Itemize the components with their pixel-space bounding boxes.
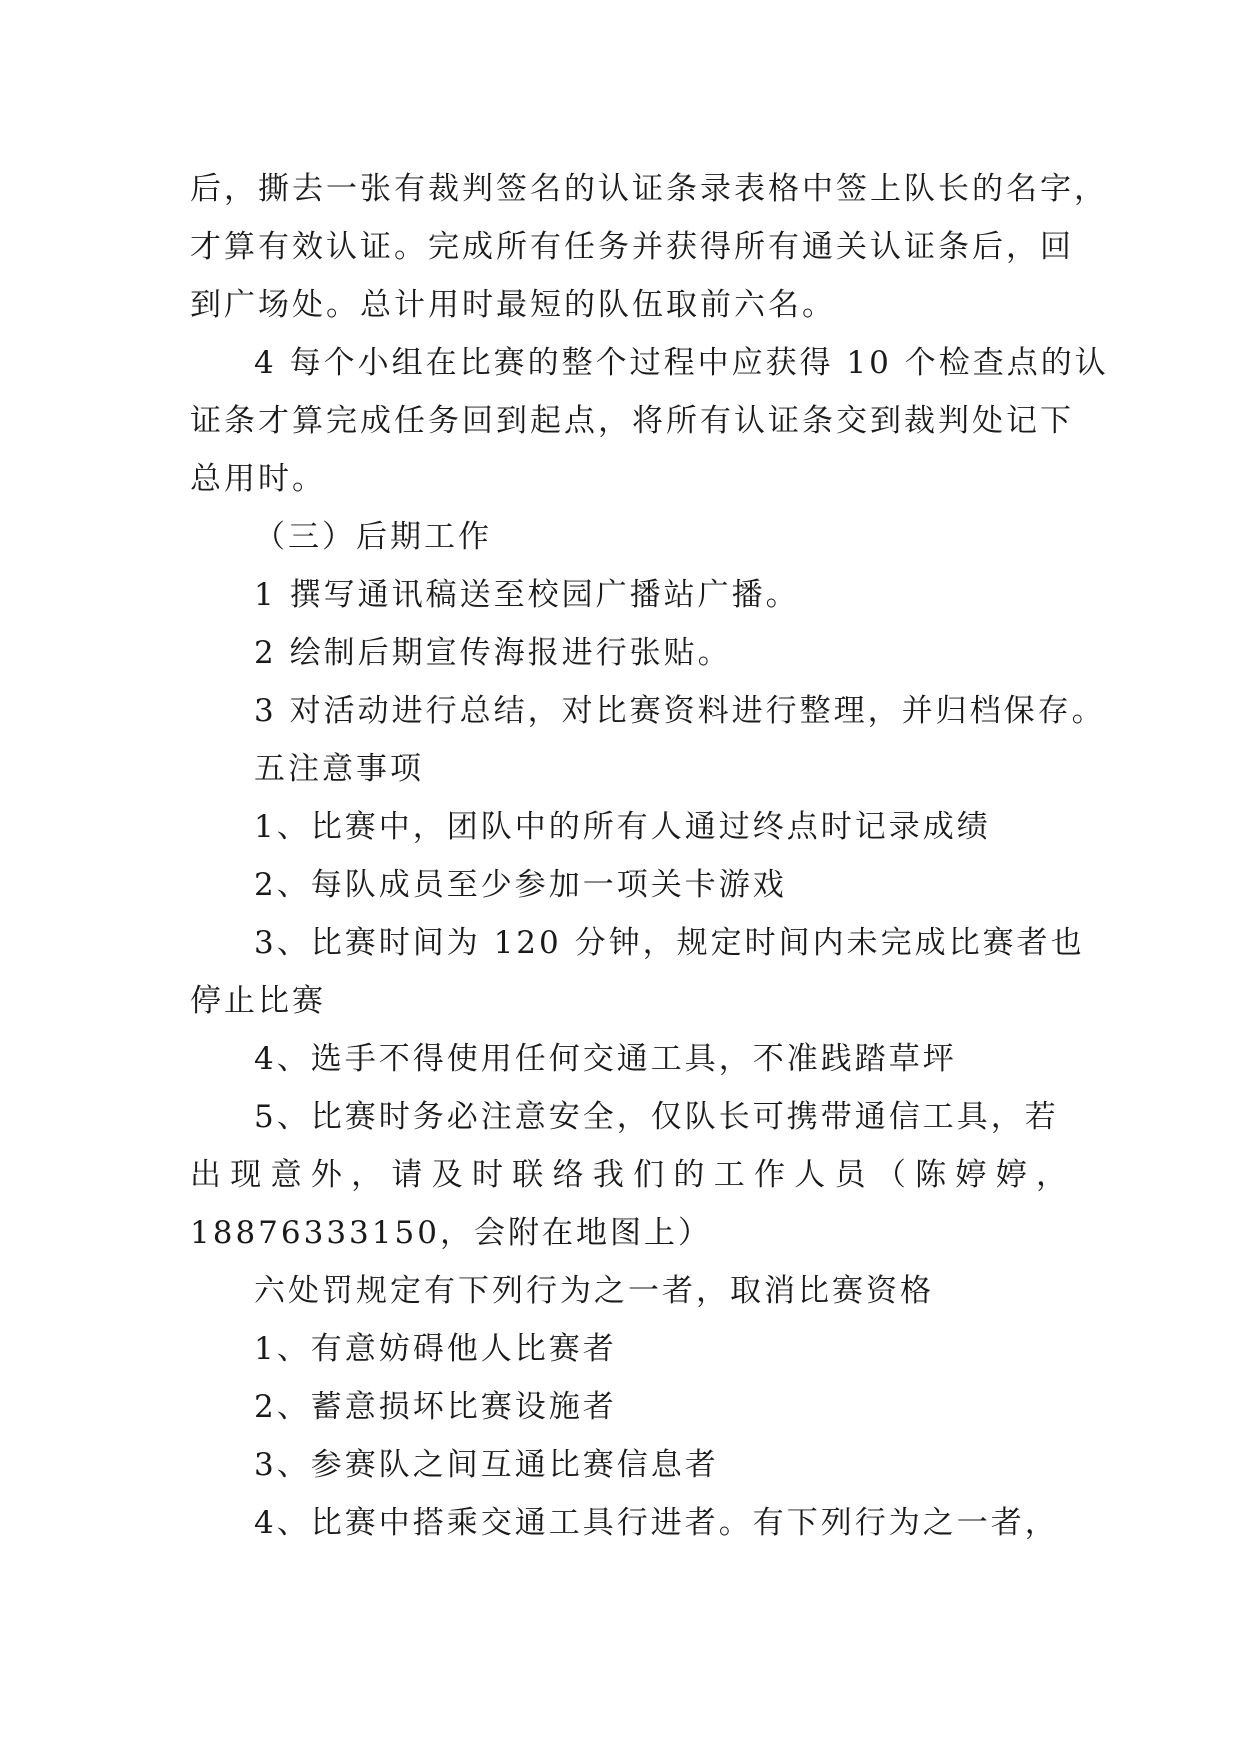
list-item: 4、选手不得使用任何交通工具，不准践踏草坪 bbox=[254, 1041, 957, 1077]
section-heading: 六处罚规定有下列行为之一者，取消比赛资格 bbox=[254, 1273, 934, 1309]
list-item: 3、比赛时间为 120 分钟，规定时间内未完成比赛者也 bbox=[254, 925, 1085, 961]
section-heading: （三）后期工作 bbox=[254, 519, 492, 555]
list-item: 1、比赛中，团队中的所有人通过终点时记录成绩 bbox=[254, 809, 991, 845]
section-heading: 五注意事项 bbox=[254, 751, 424, 787]
list-item: 2、每队成员至少参加一项关卡游戏 bbox=[254, 867, 787, 903]
list-item: 3、参赛队之间互通比赛信息者 bbox=[254, 1447, 719, 1483]
paragraph-line: 后，撕去一张有裁判签名的认证条录表格中签上队长的名字， bbox=[190, 171, 1108, 207]
list-item: 5、比赛时务必注意安全，仅队长可携带通信工具，若 bbox=[254, 1099, 1059, 1135]
paragraph-line: 4 每个小组在比赛的整个过程中应获得 10 个检查点的认 bbox=[254, 345, 1109, 381]
paragraph-line: 到广场处。总计用时最短的队伍取前六名。 bbox=[190, 287, 836, 323]
list-item: 2、蓄意损坏比赛设施者 bbox=[254, 1389, 617, 1425]
paragraph-line: 证条才算完成任务回到起点，将所有认证条交到裁判处记下 bbox=[190, 403, 1074, 439]
list-item: 1、有意妨碍他人比赛者 bbox=[254, 1331, 617, 1367]
paragraph-line: 停止比赛 bbox=[190, 983, 326, 1019]
paragraph-line: 才算有效认证。完成所有任务并获得所有通关认证条后，回 bbox=[190, 229, 1074, 265]
list-item: 1 撰写通讯稿送至校园广播站广播。 bbox=[254, 577, 800, 613]
paragraph-line: 总用时。 bbox=[190, 461, 326, 497]
document-body bbox=[190, 160, 1109, 1552]
paragraph-line: 出现意外，请及时联络我们的工作人员（陈婷婷， bbox=[190, 1157, 1070, 1193]
list-item: 3 对活动进行总结，对比赛资料进行整理，并归档保存。 bbox=[254, 693, 1106, 729]
list-item: 4、比赛中搭乘交通工具行进者。有下列行为之一者， bbox=[254, 1505, 1059, 1541]
paragraph-line: 18876333150，会附在地图上） bbox=[190, 1215, 712, 1251]
list-item: 2 绘制后期宣传海报进行张贴。 bbox=[254, 635, 732, 671]
